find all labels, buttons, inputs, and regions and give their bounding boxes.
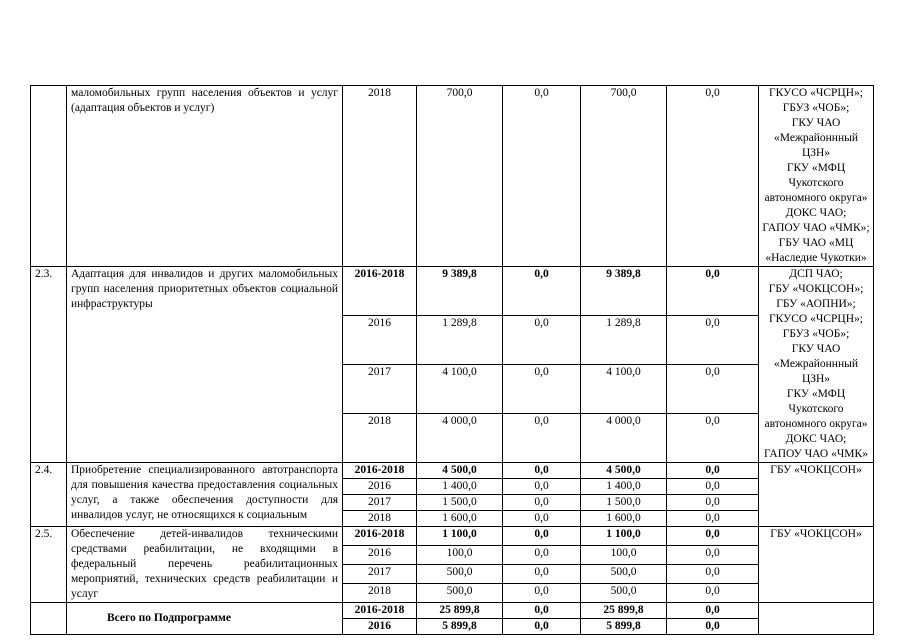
- federal-cell: 0,0: [503, 414, 581, 463]
- regional-cell: 5 899,8: [581, 619, 667, 635]
- total-label: Всего по Подпрограмме: [67, 603, 343, 635]
- other-cell: 0,0: [667, 603, 759, 619]
- federal-cell: 0,0: [503, 479, 581, 495]
- organization-line: ГБУ «АОПНИ»;: [776, 298, 856, 310]
- responsible-organizations: [759, 267, 874, 463]
- other-cell: 0,0: [667, 414, 759, 463]
- regional-cell: 4 100,0: [581, 365, 667, 414]
- year-cell: 2016-2018: [343, 267, 417, 316]
- regional-cell: 1 600,0: [581, 511, 667, 527]
- year-cell: 2016: [343, 479, 417, 495]
- organization-line: Чукотского: [788, 403, 844, 415]
- regional-cell: 1 289,8: [581, 316, 667, 365]
- regional-cell: 25 899,8: [581, 603, 667, 619]
- federal-cell: 0,0: [503, 511, 581, 527]
- organization-line: ГАПОУ ЧАО «ЧМК»: [764, 448, 868, 460]
- other-cell: 0,0: [667, 546, 759, 565]
- total-cell: 1 289,8: [417, 316, 503, 365]
- regional-cell: 9 389,8: [581, 267, 667, 316]
- regional-cell: 500,0: [581, 565, 667, 584]
- other-cell: 0,0: [667, 86, 759, 267]
- total-cell: 1 500,0: [417, 495, 503, 511]
- federal-cell: 0,0: [503, 365, 581, 414]
- other-cell: 0,0: [667, 527, 759, 546]
- organization-line: ГАПОУ ЧАО «ЧМК»;: [762, 222, 870, 234]
- responsible-organizations: [759, 527, 874, 603]
- year-cell: 2016: [343, 316, 417, 365]
- regional-cell: 100,0: [581, 546, 667, 565]
- federal-cell: 0,0: [503, 267, 581, 316]
- federal-cell: 0,0: [503, 495, 581, 511]
- organization-line: Чукотского: [788, 177, 844, 189]
- organization-line: ДОКС ЧАО;: [785, 207, 847, 219]
- total-cell: 500,0: [417, 584, 503, 603]
- organization-line: автономного округа»: [764, 192, 868, 204]
- year-cell: 2016: [343, 619, 417, 635]
- federal-cell: 0,0: [503, 603, 581, 619]
- row-description: Адаптация для инвалидов и других маломобильных групп населения приоритетных объектов социальной инфраструктуры: [67, 267, 343, 463]
- total-cell: 5 899,8: [417, 619, 503, 635]
- total-cell: 9 389,8: [417, 267, 503, 316]
- row-number: 2.4.: [31, 463, 67, 527]
- organization-line: ГКУ «МФЦ: [786, 388, 846, 400]
- row-number: [31, 86, 67, 267]
- federal-cell: 0,0: [503, 316, 581, 365]
- total-cell: 4 100,0: [417, 365, 503, 414]
- table-row: [31, 527, 874, 546]
- federal-cell: 0,0: [503, 619, 581, 635]
- organization-line: ГКУ ЧАО: [791, 343, 841, 355]
- year-cell: 2016-2018: [343, 603, 417, 619]
- federal-cell: 0,0: [503, 463, 581, 479]
- organization-line: ДОКС ЧАО;: [785, 433, 847, 445]
- organization-line: автономного округа»: [764, 418, 868, 430]
- total-row: [31, 603, 874, 619]
- row-description: маломобильных групп населения объектов и услуг (адаптация объектов и услуг): [67, 86, 343, 267]
- organization-line: ГБУ ЧАО «МЦ: [778, 237, 854, 249]
- organization-line: «Межрайоннный ЦЗН»: [774, 358, 858, 385]
- responsible-organizations: [759, 463, 874, 527]
- organization-line: ГБУЗ «ЧОБ»;: [782, 328, 850, 340]
- year-cell: 2018: [343, 511, 417, 527]
- regional-cell: 1 400,0: [581, 479, 667, 495]
- budget-table-page: [30, 85, 874, 635]
- year-cell: 2018: [343, 86, 417, 267]
- year-cell: 2016-2018: [343, 527, 417, 546]
- organization-line: ГБУ «ЧОКЦСОН»: [770, 464, 862, 476]
- row-description: Обеспечение детей-инвалидов техническими средствами реабилитации, не входящими в федеральный перечень реабилитационных мероприятий, технических средств реабилитации и услуг: [67, 527, 343, 603]
- organization-line: ГБУ «ЧОКЦСОН»;: [768, 283, 864, 295]
- total-cell: 700,0: [417, 86, 503, 267]
- other-cell: 0,0: [667, 365, 759, 414]
- year-cell: 2016: [343, 546, 417, 565]
- organization-line: ГКУ ЧАО: [791, 117, 841, 129]
- other-cell: 0,0: [667, 511, 759, 527]
- year-cell: 2017: [343, 365, 417, 414]
- federal-cell: 0,0: [503, 584, 581, 603]
- table-row: [31, 267, 874, 316]
- total-empty-cell: [31, 603, 67, 635]
- other-cell: 0,0: [667, 316, 759, 365]
- regional-cell: 700,0: [581, 86, 667, 267]
- total-org-empty-cell: [759, 603, 874, 635]
- other-cell: 0,0: [667, 267, 759, 316]
- responsible-organizations: [759, 86, 874, 267]
- total-cell: 4 000,0: [417, 414, 503, 463]
- federal-cell: 0,0: [503, 86, 581, 267]
- total-cell: 4 500,0: [417, 463, 503, 479]
- total-cell: 100,0: [417, 546, 503, 565]
- year-cell: 2017: [343, 495, 417, 511]
- regional-cell: 500,0: [581, 584, 667, 603]
- federal-cell: 0,0: [503, 565, 581, 584]
- regional-cell: 4 500,0: [581, 463, 667, 479]
- federal-cell: 0,0: [503, 546, 581, 565]
- year-cell: 2016-2018: [343, 463, 417, 479]
- organization-line: ГБУ «ЧОКЦСОН»: [770, 528, 862, 540]
- budget-table-body: [31, 86, 874, 635]
- total-cell: 1 100,0: [417, 527, 503, 546]
- total-cell: 25 899,8: [417, 603, 503, 619]
- regional-cell: 1 100,0: [581, 527, 667, 546]
- other-cell: 0,0: [667, 479, 759, 495]
- other-cell: 0,0: [667, 463, 759, 479]
- regional-cell: 1 500,0: [581, 495, 667, 511]
- total-cell: 1 600,0: [417, 511, 503, 527]
- organization-line: «Наследие Чукотки»: [765, 252, 867, 264]
- table-row: [31, 463, 874, 479]
- other-cell: 0,0: [667, 565, 759, 584]
- other-cell: 0,0: [667, 495, 759, 511]
- regional-cell: 4 000,0: [581, 414, 667, 463]
- organization-line: ГКУ «МФЦ: [786, 162, 846, 174]
- budget-table: [30, 85, 874, 635]
- organization-line: «Межрайоннный ЦЗН»: [774, 132, 858, 159]
- row-number: 2.5.: [31, 527, 67, 603]
- organization-line: ГБУЗ «ЧОБ»;: [782, 102, 850, 114]
- year-cell: 2018: [343, 414, 417, 463]
- total-cell: 500,0: [417, 565, 503, 584]
- row-description: Приобретение специализированного автотранспорта для повышения качества предоставления социальных услуг, а также обеспечения доступности для инвалидов услуг, не относящихся к социальным: [67, 463, 343, 527]
- organization-line: ГКУСО «ЧСРЦН»;: [769, 313, 863, 325]
- table-row: [31, 86, 874, 267]
- other-cell: 0,0: [667, 619, 759, 635]
- organization-line: ДСП ЧАО;: [789, 268, 843, 280]
- total-cell: 1 400,0: [417, 479, 503, 495]
- federal-cell: 0,0: [503, 527, 581, 546]
- organization-line: ГКУСО «ЧСРЦН»;: [769, 87, 863, 99]
- year-cell: 2018: [343, 584, 417, 603]
- other-cell: 0,0: [667, 584, 759, 603]
- row-number: 2.3.: [31, 267, 67, 463]
- year-cell: 2017: [343, 565, 417, 584]
